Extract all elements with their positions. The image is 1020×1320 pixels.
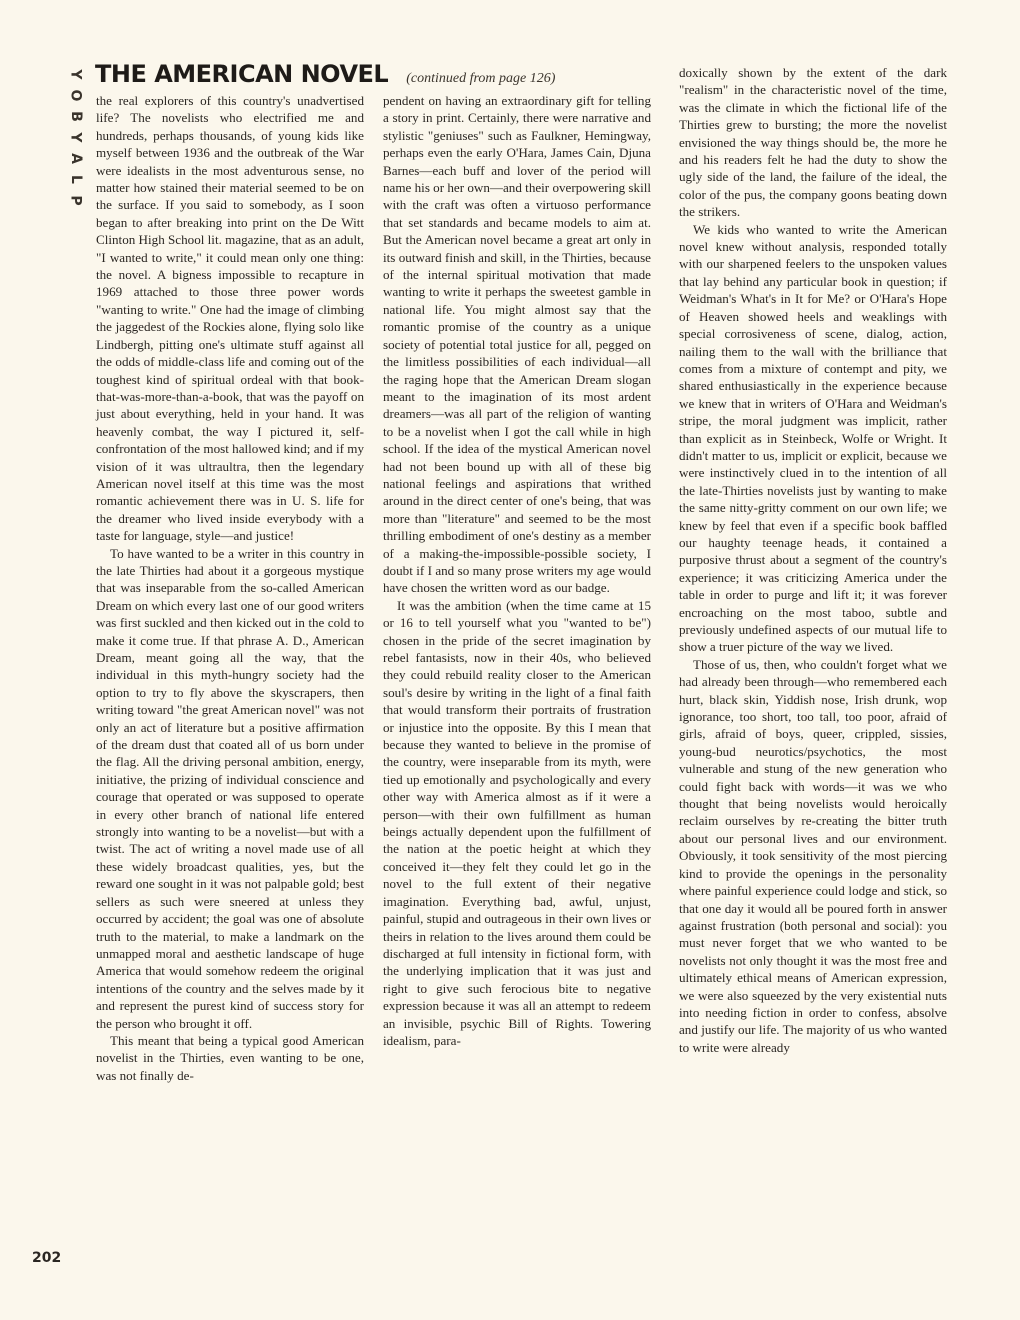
paragraph: To have wanted to be a writer in this country in the late Thirties had about it a gorgeous mystique that was inseparable from the so-called American Dream on which every last one of our good writers was first suckled and then kicked out in the cold to make it come true. If that phrase A. D., American Dream, meant going all the way, that the individual in this myth-hungry society had the option to try to fly above the skyscrapers, then writing toward "the great American novel" was not only an act of literature but a positive affirmation of the dream dust that coated all of us born under the flag. All the driving personal ambition, energy, initiative, the prizing of individual conscience and courage that operated or was supposed to operate in every other branch of national life entered strongly into wanting to be a novelist—but with a twist. The act of writing a novel made use of all these widely broadcast qualities, yes, but the reward one sought in it was not palpable gold; best sellers as such were sneered at unless they occurred by accident; the goal was one of absolute truth to the material, to make a landmark on the unmapped moral and aesthetic landscape of huge America that would somehow redeem the original intentions of the country and the selves made by it and represent the purest kind of success story for the person who brought it off. <box>96 545 364 1031</box>
article-headline <box>95 60 655 90</box>
text-column-1 <box>96 92 364 1084</box>
paragraph: This meant that being a typical good American novelist in the Thirties, even wanting to be one, was not finally de- <box>96 1032 364 1083</box>
text-column-2 <box>383 92 651 1049</box>
masthead-letter: P <box>67 195 84 206</box>
masthead-letter: A <box>67 153 84 164</box>
masthead-letter: Y <box>67 132 84 143</box>
paragraph: We kids who wanted to write the American novel knew without analysis, responded totally with our sharpened feelers to the unspoken values that lay behind any particular book in question; if Weidman's What's in It for Me? or O'Hara's Hope of Heaven showed heels and weaklings with special corrosiveness of scene, dialog, action, nailing them to the wall with the brilliance that comes from a mixture of contempt and pity, we shared enthusiastically in the experience because we knew that in writers of O'Hara and Weidman's stripe, the moral judgment was implicit, rather than explicit as in Steinbeck, Wolfe or Wright. It didn't matter to us, implicit or explicit, because we were instinctively clued in to the intention of all the late-Thirties novelists just by wanting to make the same nitty-gritty comment on our own life; we knew by feel that even if a specific book baffled our haughty teenage heads, it contained a purposive thrust about a segment of the country's experience; it was criticizing America under the table in order to purge and lift it; it was forever encroaching on the most taboo, subtle and previously undefined aspects of our mutual life to show a truer picture of the way we lived. <box>679 221 947 655</box>
page-number: 202 <box>32 1250 62 1266</box>
playboy-masthead <box>62 64 88 211</box>
text-column-3 <box>679 64 947 1056</box>
masthead-letter: Y <box>67 69 84 80</box>
paragraph: pendent on having an extraordinary gift for telling a story in print. Certainly, there were narrative and stylistic "geniuses" such as Faulkner, Hemingway, perhaps even the early O'Hara, James Cain, Djuna Barnes—each buff and lover of the period will name his or her own—and their overpowering skill with the craft was often a virtuoso performance that set standards and became models to aim at. But the American novel became a great art only in its outward finish and skill, in the Thirties, because of the internal spiritual motivation that made wanting to write it perhaps the sweetest gamble in national life. You might almost say that the romantic promise of the country as a unique society of potential total justice for all, pegged on the limitless possibilities of each individual—all the raging hope that the American Dream slogan meant to the imagination of its most ardent dreamers—was all part of the religion of wanting to be a novelist when I got the call while in high school. If the idea of the mystical American novel had not been bound up with all of these big national feelings and aspirations that writhed around in the direct center of one's being, that was more than "literature" and seemed to be the most thrilling embodiment of one's destiny as a member of a making-the-impossible-possible society, I doubt if I and so many prose writers my age would have chosen the written word as our badge. <box>383 93 651 596</box>
masthead-letter: B <box>67 111 84 122</box>
paragraph: Those of us, then, who couldn't forget what we had already been through—who remembered each hurt, black skin, Yiddish nose, Irish drunk, wop ignorance, too short, too tall, too poor, afraid of girls, afraid of boys, queer, crippled, sissies, young-bud neurotics/psychotics, the most vulnerable and stung of the new generation who could fight back with words—it was we who thought that being novelists would heroically reclaim ourselves by re-creating the bitter truth about our personal lives and our environment. Obviously, it took sensitivity of the most piercing kind to provide the openings in the personality where painful experience could lodge and stick, so that one day it would all be poured forth in answer against frustration (both personal and social): you must never forget that we who wanted to be novelists not only thought it was the most free and ultimately ethical means of American expression, we were also squeezed by the very existential nuts into needing fiction in order to confess, absolve and justify our life. The majority of us who wanted to write were already <box>679 656 947 1055</box>
masthead-letter: L <box>67 175 84 184</box>
paragraph: It was the ambition (when the time came at 15 or 16 to tell yourself what you "wanted to be") chosen in the pride of the secret imagination by rebel fantasists, now in their 40s, who believed they could rebuild reality closer to the American soul's desire by writing in the light of a final faith that would transform their portraits of frustration or injustice into the opposite. By this I mean that because they wanted to believe in the promise of the country, were inseparable from its myth, were tied up emotionally and psychologically and every other way with America almost as if it were a person—with their own fulfillment as human beings actually dependent upon the fulfillment of the nation at the poetic height at which they conceived it—they felt they could let go in the novel to the full extent of their negative imagination. Everything bad, awful, unjust, painful, stupid and outrageous in their own lives or theirs in relation to the lives around them could be discharged at full intensity in fictional form, with the underlying implication that it was just and right to give such ferocious bite to negative expression because it was all an attempt to redeem an invisible, psychic Bill of Rights. Towering idealism, para- <box>383 597 651 1048</box>
paragraph: the real explorers of this country's unadvertised life? The novelists who electrified me and hundreds, perhaps thousands, of young kids like myself between 1936 and the outbreak of the War were idealists in the most adventurous sense, no matter how stained their material seemed to be on the surface. If you said to somebody, as I soon began to after breaking into print on the De Witt Clinton High School lit. magazine, that as an adult, "I wanted to write," it could mean only one thing: the novel. A bigness impossible to recapture in 1969 attached to those three power words "wanting to write." One had the image of climbing the jaggedest of the Rockies alone, flying solo like Lindbergh, pitting one's ultimate stuff against all the odds of middle-class life and coming out of the toughest kind of spiritual ordeal with that book-that-was-more-than-a-book, that was the payoff on just about everything, held in your hand. It was heavenly combat, the way I pictured it, self-confrontation of the most hallowed kind; and if my vision of it was ultraultra, then the legendary American novel itself at this time was the most romantic achievement there was in U. S. life for the dreamer who lived inside everybody with a taste for language, style—and justice! <box>96 93 365 544</box>
paragraph: doxically shown by the extent of the dark "realism" in the characteristic novel of the time, was the climate in which the fictional life of the Thirties grew to bursting; the more the novelist envisioned the way things should be, the more he and his readers felt he had the duty to show the ugly side of the land, the failure of the ideal, the color of the pus, the company goons beating down the strikers. <box>679 65 947 220</box>
masthead-letter: O <box>67 89 84 102</box>
continued-note: (continued from page 126) <box>406 71 556 86</box>
article-title: THE AMERICAN NOVEL <box>95 60 389 88</box>
